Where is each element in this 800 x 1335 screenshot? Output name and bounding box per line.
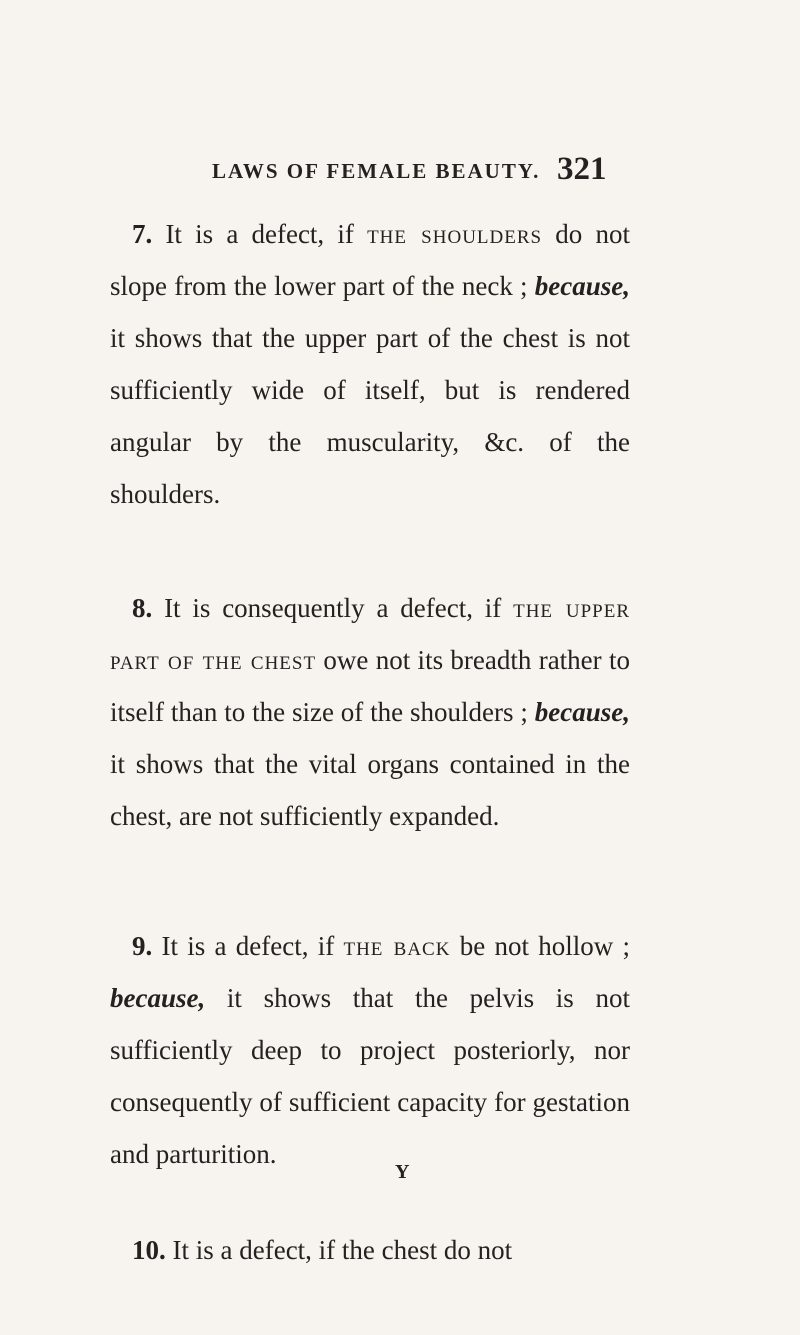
small-caps-term: the back — [343, 931, 451, 961]
paragraph-text: be not hollow ; — [450, 931, 630, 961]
paragraph-number: 7. — [132, 219, 153, 249]
paragraph-text: owe not its breadth rather to itself than to the size of the shoulders ; — [110, 645, 630, 727]
page-number: 321 — [557, 151, 607, 187]
page-header — [212, 151, 632, 187]
emphasis-word: because, — [534, 271, 630, 301]
paragraph-number: 9. — [132, 931, 153, 961]
paragraph-number: 8. — [132, 593, 153, 623]
paragraph-9 — [110, 920, 630, 1180]
paragraph-text: It is a defect, if the chest do not — [165, 1235, 513, 1265]
paragraph-text: It is a defect, if — [152, 219, 368, 249]
printer-signature: Y — [395, 1161, 410, 1183]
emphasis-word: because, — [110, 983, 206, 1013]
paragraph-text: it shows that the pelvis is not sufficiently deep to project posteriorly, nor consequently of sufficient capacity for gestation and parturition. — [110, 983, 630, 1169]
paragraph-text: do not slope from the lower part of the neck ; — [110, 219, 630, 301]
small-caps-term: the shoulders — [367, 219, 543, 249]
running-title: LAWS OF FEMALE BEAUTY. — [212, 159, 541, 183]
paragraph-text: It is a defect, if — [152, 931, 344, 961]
paragraph-7 — [110, 208, 630, 520]
paragraph-10 — [110, 1224, 630, 1276]
body-text — [110, 208, 630, 1276]
paragraph-8 — [110, 582, 630, 842]
paragraph-text: It is consequently a defect, if — [152, 593, 514, 623]
paragraph-text: it shows that the vital organs contained in the chest, are not sufficiently expanded. — [110, 749, 630, 831]
small-caps-term: the upper part of the chest — [110, 593, 630, 675]
paragraph-number: 10. — [132, 1235, 166, 1265]
emphasis-word: because, — [534, 697, 630, 727]
paragraph-text: it shows that the upper part of the chest is not sufficiently wide of itself, but is rendered angular by the muscularity, &c. of the shoulders. — [110, 323, 630, 509]
